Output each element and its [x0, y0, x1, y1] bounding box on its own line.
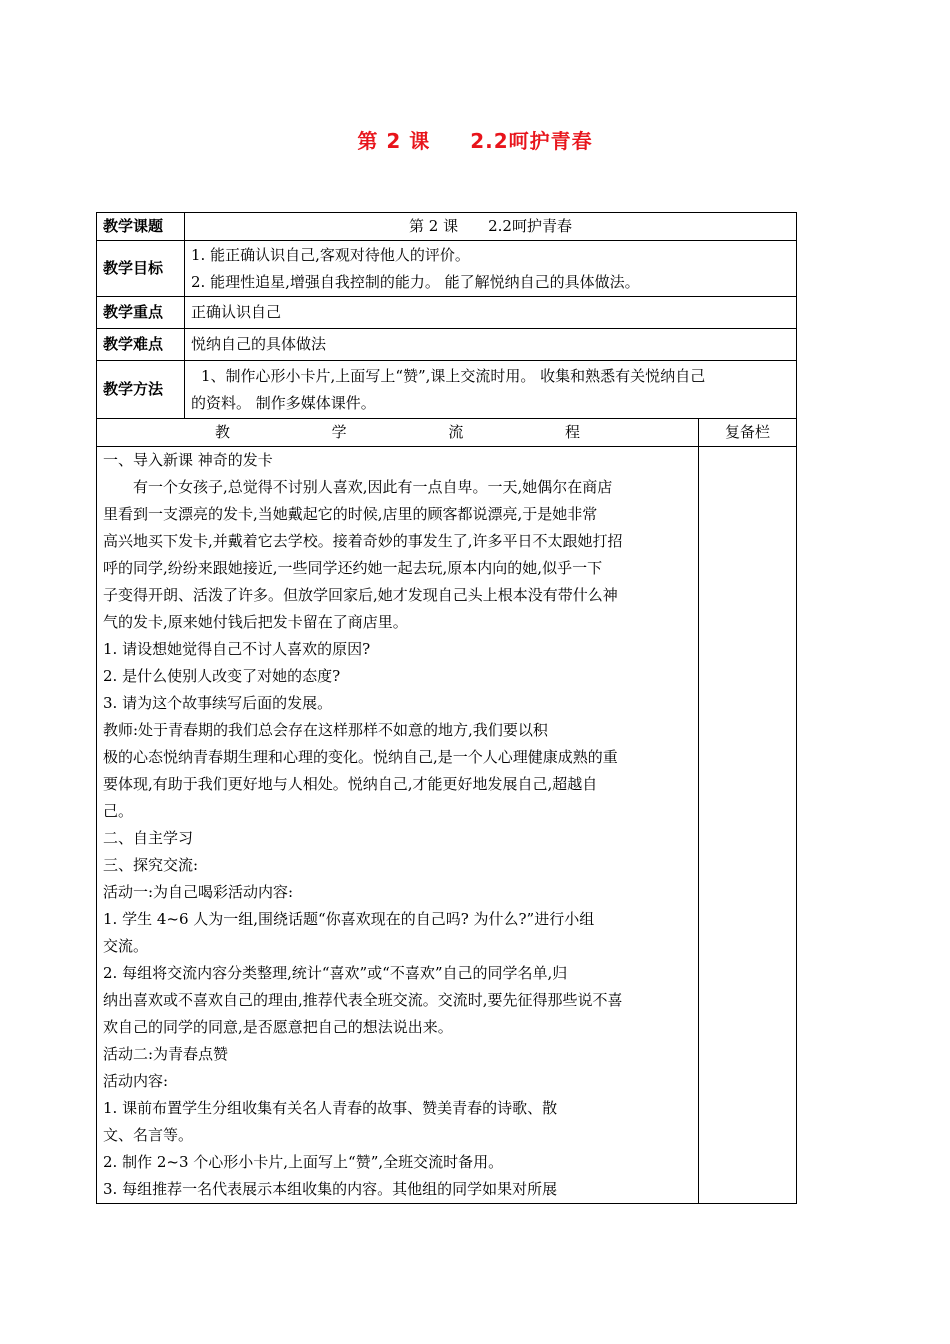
- teacher-line: 己。: [103, 802, 134, 820]
- section-heading: 二、自主学习: [103, 829, 194, 847]
- activity-line: 3. 每组推荐一名代表展示本组收集的内容。其他组的同学如果对所展: [103, 1180, 558, 1198]
- story-line: 有一个女孩子,总觉得不讨别人喜欢,因此有一点自卑。一天,她偶尔在商店: [133, 478, 613, 496]
- question-item: 3. 请为这个故事续写后面的发展。: [103, 694, 333, 712]
- goal-item: 1. 能正确认识自己,客观对待他人的评价。: [191, 245, 470, 264]
- row-flow-header: [97, 419, 797, 447]
- topic-topic: 2.2呵护青春: [488, 217, 572, 235]
- difficulty-value: 悦纳自己的具体做法: [185, 329, 797, 361]
- goals-value: [185, 241, 797, 297]
- page-title: [0, 125, 950, 154]
- page-title-lesson: 第 2 课: [357, 129, 431, 153]
- topic-value: [185, 213, 797, 241]
- method-line: 的资料。 制作多媒体课件。: [191, 393, 376, 412]
- activity-heading: 活动二:为青春点赞: [103, 1045, 229, 1063]
- method-value: [185, 361, 797, 419]
- story-line: 高兴地买下发卡,并戴着它去学校。接着奇妙的事发生了,许多平日不太跟她打招: [103, 532, 623, 550]
- flow-header: [97, 419, 699, 447]
- review-column: [699, 447, 797, 1204]
- question-item: 2. 是什么使别人改变了对她的态度?: [103, 667, 341, 685]
- story-line: 里看到一支漂亮的发卡,当她戴起它的时候,店里的顾客都说漂亮,于是她非常: [103, 505, 598, 523]
- review-column-header: 复备栏: [699, 419, 797, 447]
- activity-line: 交流。: [103, 937, 149, 955]
- flow-header-char: 程: [564, 423, 580, 441]
- lesson-plan-table: [96, 212, 797, 1204]
- row-method: [97, 361, 797, 419]
- activity-line: 欢自己的同学的同意,是否愿意把自己的想法说出来。: [103, 1018, 453, 1036]
- story-line: 子变得开朗、活泼了许多。但放学回家后,她才发现自己头上根本没有带什么神: [103, 586, 618, 604]
- activity-line: 2. 每组将交流内容分类整理,统计“喜欢”或“不喜欢”自己的同学名单,归: [103, 964, 568, 982]
- activity-line: 1. 课前布置学生分组收集有关名人青春的故事、赞美青春的诗歌、散: [103, 1099, 558, 1117]
- flow-header-char: 流: [448, 423, 464, 441]
- row-topic: [97, 213, 797, 241]
- label-topic: 教学课题: [97, 213, 185, 241]
- activity-line: 活动内容:: [103, 1072, 169, 1090]
- page-title-topic: 2.2呵护青春: [470, 129, 593, 153]
- goal-item: 2. 能理性追星,增强自我控制的能力。 能了解悦纳自己的具体做法。: [191, 272, 640, 291]
- label-difficulty: 教学难点: [97, 329, 185, 361]
- section-heading: 三、探究交流:: [103, 856, 199, 874]
- teacher-line: 要体现,有助于我们更好地与人相处。悦纳自己,才能更好地发展自己,超越自: [103, 775, 598, 793]
- topic-lesson: 第 2 课: [409, 217, 459, 235]
- focus-value: 正确认识自己: [185, 297, 797, 329]
- label-goals: 教学目标: [97, 241, 185, 297]
- label-method: 教学方法: [97, 361, 185, 419]
- activity-line: 1. 学生 4~6 人为一组,围绕话题“你喜欢现在的自己吗? 为什么?”进行小组: [103, 910, 595, 928]
- question-item: 1. 请设想她觉得自己不讨人喜欢的原因?: [103, 640, 371, 658]
- row-difficulty: [97, 329, 797, 361]
- row-goals: [97, 241, 797, 297]
- story-line: 气的发卡,原来她付钱后把发卡留在了商店里。: [103, 613, 408, 631]
- flow-header-char: 教: [215, 423, 231, 441]
- label-focus: 教学重点: [97, 297, 185, 329]
- activity-line: 2. 制作 2~3 个心形小卡片,上面写上“赞”,全班交流时备用。: [103, 1153, 504, 1171]
- flow-header-char: 学: [331, 423, 347, 441]
- teacher-line: 极的心态悦纳青春期生理和心理的变化。悦纳自己,是一个人心理健康成熟的重: [103, 748, 618, 766]
- row-focus: [97, 297, 797, 329]
- activity-heading: 活动一:为自己喝彩活动内容:: [103, 883, 294, 901]
- teacher-line: 教师:处于青春期的我们总会存在这样那样不如意的地方,我们要以积: [103, 721, 548, 739]
- method-line: 1、制作心形小卡片,上面写上“赞”,课上交流时用。 收集和熟悉有关悦纳自己: [201, 366, 706, 385]
- flow-body: [97, 447, 699, 1204]
- activity-line: 纳出喜欢或不喜欢自己的理由,推荐代表全班交流。交流时,要先征得那些说不喜: [103, 991, 623, 1009]
- section-heading: 一、导入新课 神奇的发卡: [103, 451, 273, 469]
- story-line: 呼的同学,纷纷来跟她接近,一些同学还约她一起去玩,原本内向的她,似乎一下: [103, 559, 603, 577]
- activity-line: 文、名言等。: [103, 1126, 194, 1144]
- row-flow-body: [97, 447, 797, 1204]
